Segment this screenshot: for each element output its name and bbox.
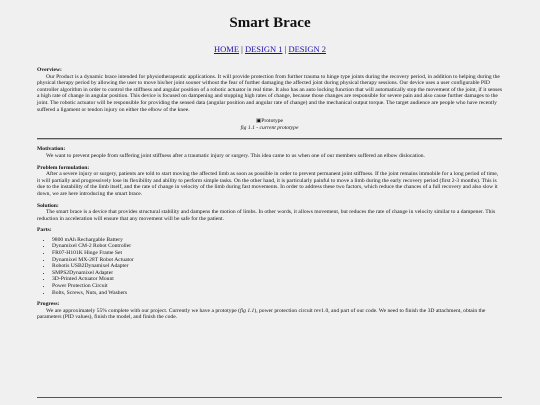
nav-link-design-2[interactable]: DESIGN 2: [288, 44, 327, 54]
nav-link-design-1[interactable]: DESIGN 1: [244, 44, 283, 54]
motivation-heading: Motivation:: [37, 146, 66, 153]
section-divider: [37, 138, 502, 140]
nav-link-home[interactable]: HOME: [213, 44, 240, 54]
progress-text-end: ), power protection circuit rev1.0, and part of our code. We need to finish the 3D attachment, obtain the parameters (PID values), finish the model, and finish the code.: [37, 307, 486, 321]
problem-heading: Problem formulation:: [37, 164, 90, 171]
nav-separator: |: [241, 44, 243, 54]
broken-image-icon: ▣: [255, 118, 262, 125]
progress-heading: Progress:: [37, 301, 60, 308]
prototype-image: [37, 118, 502, 125]
overview-heading: Overview:: [37, 67, 62, 73]
main-content: [37, 67, 502, 321]
list-item: • 3D-Printed Actuator Mount: [52, 276, 502, 283]
solution-section: [37, 203, 502, 223]
list-item: • SMPS2Dynamixel Adapter: [52, 270, 502, 277]
motivation-section: [37, 146, 502, 159]
figure-reference: fig 1.1: [240, 307, 255, 314]
parts-heading: Parts:: [37, 227, 52, 234]
progress-text-start: We are approximately 55% complete with our project. Currently we have a prototype (: [46, 307, 241, 314]
footer-divider: [37, 397, 502, 398]
problem-text: After a severe injury or surgery, patients are told to start moving the affected limb as soon as possible in order to prevent permanent joint stiffness. If the joint remains immobile for a long period of time, it will partially and progressively lose its flexibility and ability to perform simple tasks. On the other hand, it is particularly painful to move a limb during the early recovery period (first 2-3 months). This is due to the instability of the limb itself, and the rate of change in velocity of the limb during fast movements. In order to address these two factors, which reduce the chances of a full recovery and also slow it down, we are here introducing the smart brace.: [37, 171, 499, 197]
page-title: Smart Brace: [229, 15, 311, 31]
nav-bar: [0, 44, 540, 54]
list-item: • 9800 mAh Rechargable Battery: [52, 237, 502, 244]
list-item: • Bolts, Screws, Nuts, and Washers: [52, 290, 502, 297]
overview-text: Our Product is a dynamic brace intended for physiotherapeutic applications. It will provide protection from further trauma to hinge type joints during the recovery period, in addition to helping during the physical therapy period by allowing the user to move his/her joint sooner without the fear of further damaging the affected joint during physical therapy sessions. Our device uses a user configurable PID controller algorithm in order to control the stiffness and angular position of a robotic actuator in real time. It also has an auto locking function that will automatically stop the movement of the joint, if it senses a high rate of change in angular position. This device is focused on dampening and stopping high rates of change, because those changes are responsible for severe pain and also cause further damages to the joint. The robotic actuator will be responsible for providing the sensed data (angular position and angular rate of change) and the mechanical output torque. The target audience are people who have recently suffered a ligament or tendon injury on either the elbow of the knee.: [37, 73, 502, 113]
progress-text: [37, 308, 502, 321]
figure-caption: fig 1.1 - current prototype: [240, 124, 299, 131]
solution-text: The smart brace is a device that provides structural stability and dampens the motion of limbs. In other words, it allows movement, but reduces the rate of change in velocity similar to a dampener. This reduction in acceleration will ensure that any movement will be safe for the patient.: [37, 209, 496, 222]
progress-section: [37, 301, 502, 321]
overview-section: [37, 67, 502, 113]
motivation-text: We want to prevent people from suffering joint stiffness after a traumatic injury or surgery. This idea came to us when one of our members suffered an elbow dislocation.: [46, 152, 425, 159]
prototype-figure: [37, 118, 502, 131]
parts-list: [37, 237, 502, 296]
solution-heading: Solution:: [37, 202, 59, 209]
parts-section: [37, 227, 502, 296]
list-item: • FR07-H101K Hinge Frame Set: [52, 250, 502, 257]
list-item: • Robotis USB2Dynamixel Adapter: [52, 263, 502, 270]
prototype-image-alt: Prototype: [261, 118, 284, 125]
nav-separator: |: [284, 44, 287, 54]
problem-section: [37, 165, 502, 198]
list-item: • Power Protection Circuit: [52, 283, 502, 290]
list-item: • Dynamixel MX-28T Robot Actuator: [52, 257, 502, 264]
list-item: • Dynamixel CM-2 Robot Controller: [52, 243, 502, 250]
